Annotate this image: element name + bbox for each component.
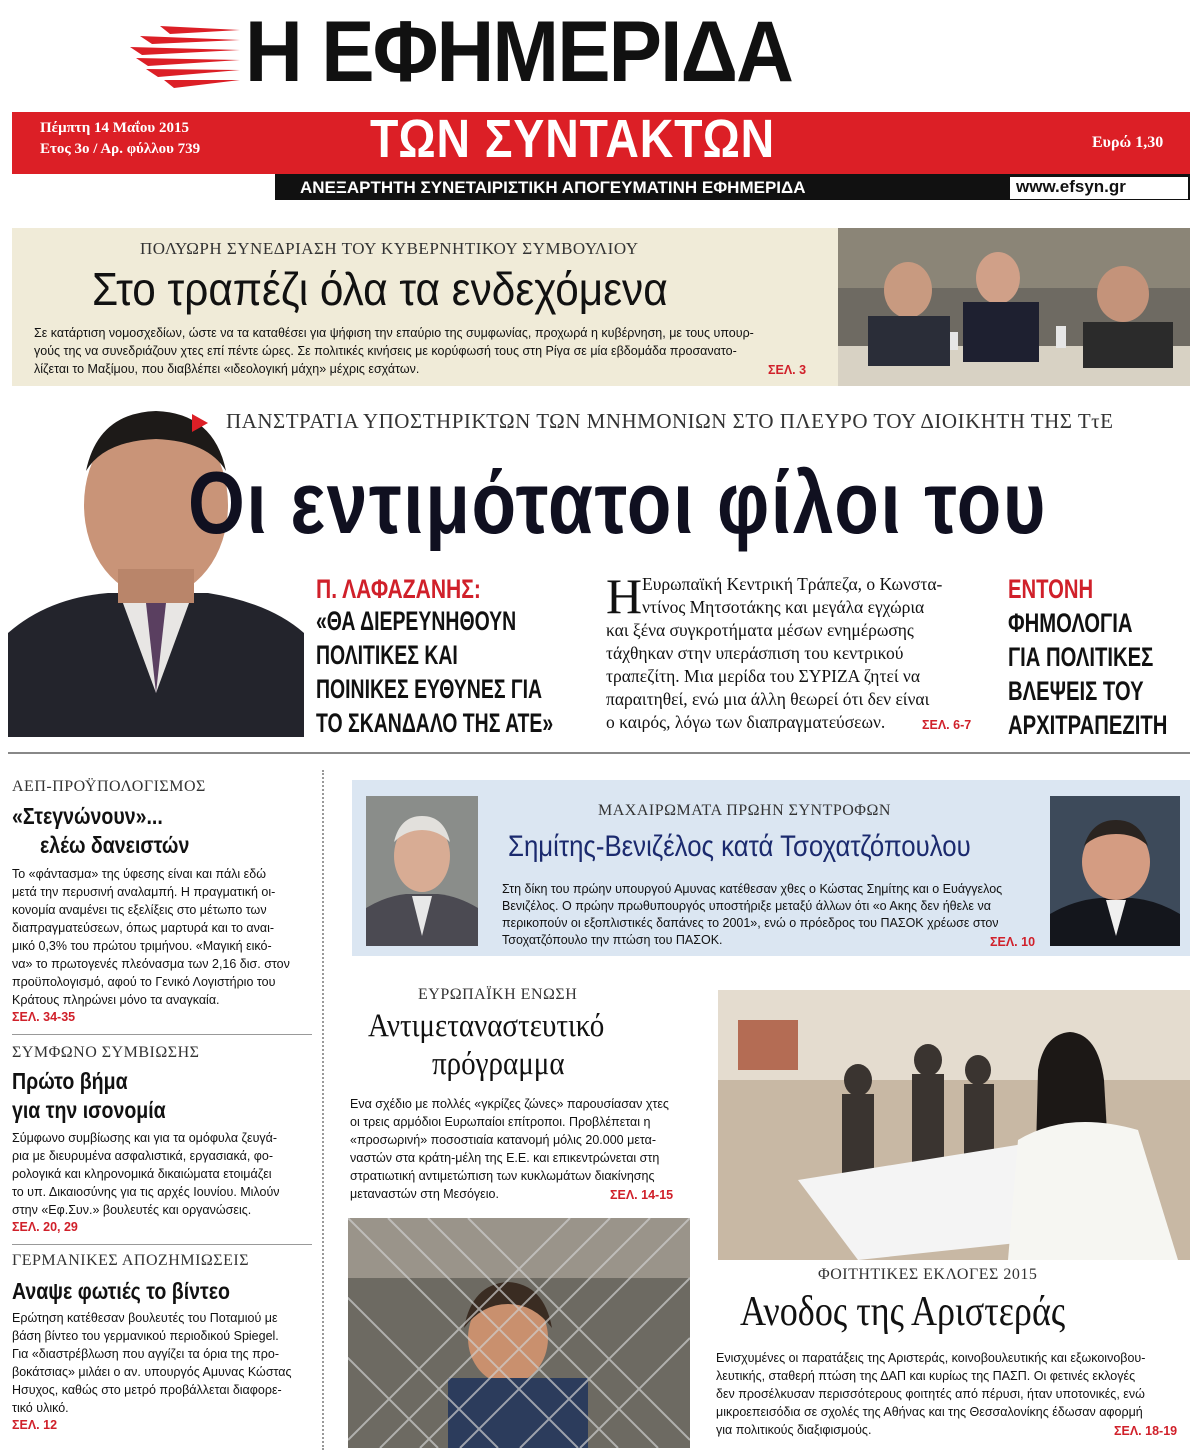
masthead-title: Η ΕΦΗΜΕΡΙΔΑ bbox=[245, 4, 793, 100]
governor-portrait-photo bbox=[8, 393, 304, 737]
eu-line-3: «προσωρινή» ποσοστιαία κατανομή μόλις 20.000 μετα- bbox=[350, 1133, 657, 1147]
top-story-line-1: Σε κατάρτιση νομοσχεδίων, ώστε να τα καταθέσει για ψήφιση την επαύριο της συμφωνίας, προχωρά η κυβέρνηση, με τους υπουρ- bbox=[34, 326, 754, 340]
section-divider bbox=[8, 752, 1190, 754]
top-story-line-3: λίζεται το Μαξίμου, που διαβλέπει «ιδεολογική μάχη» μέχρις εσχάτων. bbox=[34, 362, 420, 376]
gdp-page-link[interactable]: ΣΕΛ. 34-35 bbox=[12, 1010, 76, 1024]
side-highlight-red: ΕΝΤΟΝΗ bbox=[1008, 574, 1094, 604]
lead-story-page-link[interactable]: ΣΕΛ. 6-7 bbox=[922, 718, 972, 732]
side-highlight-line-1: ΦΗΜΟΛΟΓΙΑ bbox=[1008, 608, 1133, 638]
gdp-kicker: ΑΕΠ-ΠΡΟΫΠΟΛΟΓΙΣΜΟΣ bbox=[12, 778, 206, 795]
eu-line-4: ναστών στα κράτη-μέλη της Ε.Ε. και επικεντρώνεται στη bbox=[350, 1151, 660, 1165]
reparations-line-6: τικό υλικό. bbox=[12, 1401, 69, 1415]
reparations-line-1: Ερώτηση κατέθεσαν βουλευτές του Ποταμιού με bbox=[12, 1311, 278, 1325]
left-column-divider bbox=[322, 770, 325, 1450]
trial-line-2: Βενιζέλος. Ο πρώην πρωθυπουργός υποστήριξε μεταξύ άλλων ότι «ο Ακης δεν ήθελε να bbox=[502, 899, 991, 913]
masthead-subtitle: ΤΩΝ ΣΥΝΤΑΚΤΩΝ bbox=[370, 109, 776, 169]
reparations-line-4: βοκάτσιας» μιλάει ο αν. υπουργός Αμυνας Κώστας bbox=[12, 1365, 292, 1379]
election-line-2: λευτικής, σταθερή πτώση της ΔΑΠ και κυρίως της ΠΑΣΠ. Οι φετινές εκλογές bbox=[716, 1369, 1136, 1383]
reparations-headline[interactable]: Αναψε φωτιές το βίντεο bbox=[12, 1278, 230, 1304]
lead-story-headline[interactable]: Οι εντιμότατοι φίλοι του bbox=[188, 453, 1048, 552]
election-page-link[interactable]: ΣΕΛ. 18-19 bbox=[1114, 1424, 1178, 1438]
civil-union-headline-line-1[interactable]: Πρώτο βήμα bbox=[12, 1068, 128, 1094]
civil-union-page-link[interactable]: ΣΕΛ. 20, 29 bbox=[12, 1220, 78, 1234]
election-line-5: για πολιτικούς διαξιφισμούς. bbox=[716, 1423, 872, 1437]
side-highlight-line-4: ΑΡΧΙΤΡΑΠΕΖΙΤΗ bbox=[1008, 710, 1168, 740]
trial-line-1: Στη δίκη του πρώην υπουργού Αμυνας κατέθεσαν χθες ο Κώστας Σημίτης και ο Ευάγγελος bbox=[502, 882, 1003, 896]
reparations-line-5: Ησυχος, καθώς στο μετρό προβάλλεται διαφορε- bbox=[12, 1383, 282, 1397]
reparations-kicker: ΓΕΡΜΑΝΙΚΕΣ ΑΠΟΖΗΜΙΩΣΕΙΣ bbox=[12, 1252, 250, 1269]
issue-date: Πέμπτη 14 Μαΐου 2015 bbox=[40, 120, 189, 136]
eu-line-5: στρατιωτική αντιμετώπιση των κυκλωμάτων διακίνησης bbox=[350, 1169, 655, 1183]
gdp-line-6: να» το πρωτογενές πλεόνασμα των 2,16 δισ. στον bbox=[12, 957, 290, 971]
student-election-photo bbox=[718, 990, 1190, 1260]
left-item-divider-2 bbox=[12, 1244, 312, 1245]
civil-union-line-2: ρια με διευρυμένα ασφαλιστικά, εργασιακά, φο- bbox=[12, 1149, 274, 1163]
lead-body-line-1: Ευρωπαϊκή Κεντρική Τράπεζα, ο Κωνστα- bbox=[642, 574, 943, 594]
lead-body-line-2: ντίνος Μητσοτάκης και μεγάλα εγχώρια bbox=[642, 597, 925, 617]
lead-body-line-4: τάχθηκαν στην υπεράσπιση του κεντρικού bbox=[606, 643, 904, 663]
trial-page-link[interactable]: ΣΕΛ. 10 bbox=[990, 935, 1036, 949]
lafazanis-quote-name: Π. ΛΑΦΑΖΑΝΗΣ: bbox=[316, 574, 481, 604]
civil-union-line-3: ρολογικά και κληρονομικά δικαιώματα ετοιμάζει bbox=[12, 1167, 272, 1181]
gdp-headline-line-2[interactable]: ελέω δανειστών bbox=[40, 832, 190, 858]
civil-union-kicker: ΣΥΜΦΩΝΟ ΣΥΜΒΙΩΣΗΣ bbox=[12, 1044, 200, 1061]
eu-line-6: μεταναστών στη Μεσόγειο. bbox=[350, 1187, 499, 1201]
top-story-headline[interactable]: Στο τραπέζι όλα τα ενδεχόμενα bbox=[92, 263, 668, 315]
gdp-line-2: μετά την περυσινή αναλαμπή. Η πραγματική οι- bbox=[12, 885, 276, 899]
gdp-line-1: Το «φάντασμα» της ύφεσης είναι και πάλι εδώ bbox=[12, 867, 266, 881]
lead-drop-cap: Η bbox=[606, 568, 643, 624]
reparations-page-link[interactable]: ΣΕΛ. 12 bbox=[12, 1418, 58, 1432]
gdp-line-7: προϋπολογισμό, αφού το Γενικό Λογιστήριο του bbox=[12, 975, 276, 989]
lead-body-line-3: και ξένα συγκροτήματα μέσων ενημέρωσης bbox=[606, 620, 914, 640]
reparations-line-2: βάση βίντεο του γερμανικού περιοδικού Spiegel. bbox=[12, 1329, 279, 1343]
trial-story-headline[interactable]: Σημίτης-Βενιζέλος κατά Τσοχατζόπουλου bbox=[508, 830, 971, 863]
left-item-divider-1 bbox=[12, 1034, 312, 1035]
civil-union-line-4: το υπ. Δικαιοσύνης για τις αρχές Ιουνίου. Μιλούν bbox=[12, 1185, 280, 1199]
gdp-headline-line-1[interactable]: «Στεγνώνουν»... bbox=[12, 803, 163, 829]
tagline: ΑΝΕΞΑΡΤΗΤΗ ΣΥΝΕΤΑΙΡΙΣΤΙΚΗ ΑΠΟΓΕΥΜΑΤΙΝΗ ΕΦΗΜΕΡΙΔΑ bbox=[300, 178, 806, 197]
lead-body-line-5: τραπεζίτη. Μια μερίδα του ΣΥΡΙΖΑ ζητεί να bbox=[606, 666, 920, 686]
lafazanis-quote-line-3: ΠΟΙΝΙΚΕΣ ΕΥΘΥΝΕΣ ΓΙΑ bbox=[316, 674, 543, 704]
side-highlight-line-2: ΓΙΑ ΠΟΛΙΤΙΚΕΣ bbox=[1008, 642, 1154, 672]
gdp-line-3: κονομία αναμένει τις εξελίξεις στο μέτωπο των bbox=[12, 903, 267, 917]
side-highlight-line-3: ΒΛΕΨΕΙΣ ΤΟΥ bbox=[1008, 676, 1144, 706]
lead-body-line-6: παραιτηθεί, ενώ μια άλλη θεωρεί ότι δεν είναι bbox=[606, 689, 930, 709]
lafazanis-quote-line-4: ΤΟ ΣΚΑΝΔΑΛΟ ΤΗΣ ΑΤΕ» bbox=[316, 708, 554, 738]
lafazanis-quote-line-2: ΠΟΛΙΤΙΚΕΣ ΚΑΙ bbox=[316, 640, 458, 670]
venizelos-photo bbox=[1050, 796, 1180, 946]
lead-story-kicker: ΠΑΝΣΤΡΑΤΙΑ ΥΠΟΣΤΗΡΙΚΤΩΝ ΤΩΝ ΜΝΗΜΟΝΙΩΝ ΣΤΟ ΠΛΕΥΡΟ ΤΟΥ ΔΙΟΙΚΗΤΗ ΤΗΣ ΤτΕ bbox=[226, 409, 1114, 433]
trial-line-3: περικοπούν οι εξοπλιστικές δαπάνες το 2001», ενώ ο πρόεδρος του ΠΑΣΟΚ χρέωσε στον bbox=[502, 916, 999, 930]
election-kicker: ΦΟΙΤΗΤΙΚΕΣ ΕΚΛΟΓΕΣ 2015 bbox=[818, 1266, 1038, 1283]
lead-kicker-arrow-icon bbox=[192, 414, 208, 432]
eu-headline-line-2[interactable]: πρόγραμμα bbox=[432, 1046, 565, 1082]
top-story-line-2: γούς της να συνεδριάζουν χτες επί πέντε ώρες. Σε πολιτικές κινήσεις με κορύφωσή τους στη Ρίγα σε μία εβδομάδα προσανατο- bbox=[34, 344, 737, 358]
eu-line-2: οι τρεις αρμόδιοι Ευρωπαίοι επίτροποι. Προβλέπεται η bbox=[350, 1115, 651, 1129]
election-headline[interactable]: Ανοδος της Αριστεράς bbox=[740, 1289, 1066, 1335]
top-story-kicker: ΠΟΛΥΩΡΗ ΣΥΝΕΔΡΙΑΣΗ ΤΟΥ ΚΥΒΕΡΝΗΤΙΚΟΥ ΣΥΜΒΟΥΛΙΟΥ bbox=[140, 239, 639, 258]
lafazanis-quote-line-1: «ΘΑ ΔΙΕΡΕΥΝΗΘΟΥΝ bbox=[316, 606, 517, 636]
trial-story-kicker: ΜΑΧΑΙΡΩΜΑΤΑ ΠΡΩΗΝ ΣΥΝΤΡΟΦΩΝ bbox=[598, 802, 891, 819]
lead-body-line-7: ο καιρός, λόγω των διαπραγματεύσεων. bbox=[606, 712, 886, 732]
cabinet-meeting-photo bbox=[838, 228, 1190, 386]
gdp-line-5: μικό 0,3% του πρώτου τριμήνου. «Μαγική εικό- bbox=[12, 939, 272, 953]
eu-line-1: Ενα σχέδιο με πολλές «γκρίζες ζώνες» παρουσίασαν χτες bbox=[350, 1097, 669, 1111]
simitis-photo bbox=[366, 796, 478, 946]
election-line-1: Ενισχυμένες οι παρατάξεις της Αριστεράς, κοινοβουλευτικής και εξωκοινοβου- bbox=[716, 1351, 1146, 1365]
civil-union-headline-line-2[interactable]: για την ισονομία bbox=[12, 1097, 166, 1123]
masthead-logo-mark bbox=[130, 24, 240, 90]
gdp-line-4: διαπραγματεύσεων, όπως μαρτυρά και το αναι- bbox=[12, 921, 275, 935]
election-line-3: δεν προσέλκυσαν περισσότερους φοιτητές από πέρυσι, ήταν υποτονικές, ενώ bbox=[716, 1387, 1145, 1401]
election-line-4: μικροεπεισόδια σε σχολές της Αθήνας και της Θεσσαλονίκης έδωσαν αφορμή bbox=[716, 1405, 1143, 1419]
gdp-line-8: Κράτους πληρώνει μόνο τα αναγκαία. bbox=[12, 993, 220, 1007]
price: Ευρώ 1,30 bbox=[1092, 134, 1164, 151]
eu-headline-line-1[interactable]: Αντιμεταναστευτικό bbox=[368, 1008, 605, 1044]
civil-union-line-1: Σύμφωνο συμβίωσης και για τα ομόφυλα ζευγά- bbox=[12, 1131, 278, 1145]
eu-story-kicker: ΕΥΡΩΠΑΪΚΗ ΕΝΩΣΗ bbox=[418, 986, 578, 1003]
eu-page-link[interactable]: ΣΕΛ. 14-15 bbox=[610, 1188, 674, 1202]
issue-number: Ετος 3ο / Αρ. φύλλου 739 bbox=[40, 141, 201, 157]
reparations-line-3: Για «διαστρέβλωση που αγγίζει τα όρια της προ- bbox=[12, 1347, 280, 1361]
trial-line-4: Τσοχατζόπουλο την πτώση του ΠΑΣΟΚ. bbox=[502, 933, 723, 947]
top-story-page-link[interactable]: ΣΕΛ. 3 bbox=[768, 363, 807, 377]
civil-union-line-5: στην «Εφ.Συν.» βουλευτές και οργανώσεις. bbox=[12, 1203, 252, 1217]
website-link[interactable]: www.efsyn.gr bbox=[1010, 177, 1188, 199]
migrant-child-fence-photo bbox=[348, 1218, 690, 1448]
